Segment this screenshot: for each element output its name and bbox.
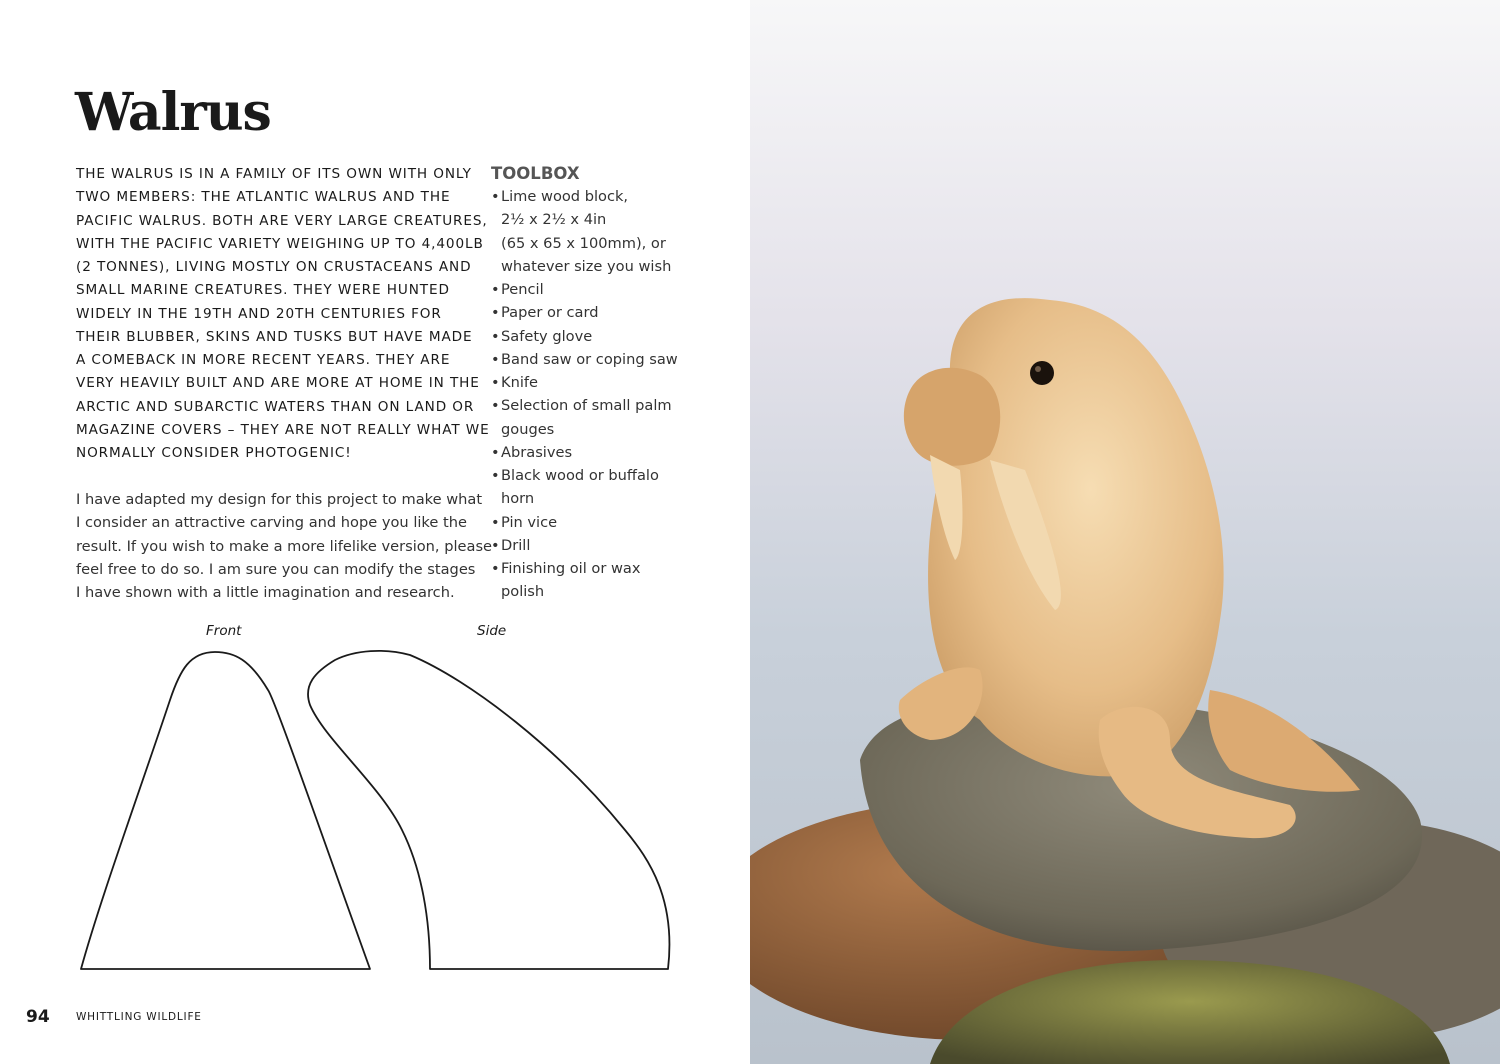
walrus-muzzle (904, 368, 1000, 466)
toolbox-item-line: • Safety glove (501, 327, 593, 345)
toolbox-item-line: • Paper or card (501, 304, 599, 322)
book-title: WHITTLING WILDLIFE (76, 1011, 202, 1023)
side-template-outline (308, 651, 669, 969)
intro-line: NORMALLY CONSIDER PHOTOGENIC! (76, 445, 352, 461)
walrus-carving-illustration (750, 0, 1500, 1064)
page-title: Walrus (75, 82, 271, 143)
toolbox-item (491, 371, 731, 394)
intro-line: WITH THE PACIFIC VARIETY WEIGHING UP TO 4,400LB (76, 235, 484, 252)
toolbox-item-line: (65 x 65 x 100mm), or (501, 234, 666, 252)
side-template-label: Side (477, 623, 507, 639)
toolbox-item (491, 511, 731, 534)
intro-line: THE WALRUS IS IN A FAMILY OF ITS OWN WITH ONLY (76, 166, 472, 182)
toolbox-item-line: • Drill (501, 536, 531, 554)
body-line: I have adapted my design for this project to make what (76, 491, 483, 508)
toolbox-item-line: whatever size you wish (501, 257, 672, 275)
body-line: result. If you wish to make a more lifelike version, please (76, 537, 493, 555)
toolbox-item-line: • Knife (501, 374, 538, 391)
body-line: feel free to do so. I am sure you can modify the stages (76, 560, 476, 578)
toolbox-item-line: • Black wood or buffalo (501, 467, 659, 484)
intro-line: VERY HEAVILY BUILT AND ARE MORE AT HOME IN THE (76, 375, 480, 392)
walrus-carving-photo (750, 0, 1500, 1064)
toolbox-item (491, 348, 731, 371)
toolbox-item (491, 394, 731, 441)
intro-line: WIDELY IN THE 19TH AND 20TH CENTURIES FOR (76, 305, 442, 322)
front-template-outline (81, 652, 370, 969)
toolbox-item-line: • Band saw or coping saw (501, 350, 678, 368)
toolbox-item-line: polish (501, 583, 545, 601)
intro-line: (2 TONNES), LIVING MOSTLY ON CRUSTACEANS AND (76, 259, 472, 275)
toolbox-item-line: • Selection of small palm (501, 397, 672, 415)
toolbox-item (491, 301, 731, 324)
intro-line: THEIR BLUBBER, SKINS AND TUSKS BUT HAVE MADE (76, 328, 473, 345)
intro-line: SMALL MARINE CREATURES. THEY WERE HUNTED (76, 282, 450, 299)
intro-line: TWO MEMBERS: THE ATLANTIC WALRUS AND THE (76, 189, 451, 206)
body-paragraph (76, 488, 493, 604)
toolbox-item (491, 534, 731, 557)
front-template-label: Front (206, 623, 242, 639)
toolbox-heading: TOOLBOX (491, 164, 580, 183)
toolbox-item-line: • Pencil (501, 281, 544, 298)
toolbox-item-line: gouges (501, 420, 555, 438)
intro-line: PACIFIC WALRUS. BOTH ARE VERY LARGE CREATURES, (76, 212, 488, 229)
intro-line: MAGAZINE COVERS – THEY ARE NOT REALLY WHAT WE (76, 421, 490, 438)
toolbox-item-line: • Lime wood block, (501, 188, 629, 205)
intro-paragraph (76, 163, 490, 465)
toolbox-item-line: horn (501, 490, 535, 508)
toolbox-item (491, 441, 731, 464)
page-number: 94 (26, 1007, 50, 1027)
toolbox-item-line: • Pin vice (501, 513, 558, 531)
toolbox-item (491, 464, 731, 511)
intro-line: ARCTIC AND SUBARCTIC WATERS THAN ON LAND OR (76, 398, 475, 415)
toolbox-item (491, 278, 731, 301)
body-line: I have shown with a little imagination and research. (76, 584, 455, 601)
toolbox-item (491, 557, 731, 604)
walrus-eye-highlight (1035, 366, 1041, 372)
body-line: I consider an attractive carving and hope you like the (76, 514, 467, 532)
toolbox-item (491, 185, 731, 278)
toolbox-item-line: 2½ x 2½ x 4in (501, 211, 607, 229)
walrus-eye (1030, 361, 1054, 385)
intro-line: A COMEBACK IN MORE RECENT YEARS. THEY ARE (76, 352, 451, 368)
toolbox-item-line: • Abrasives (501, 443, 573, 461)
toolbox-list (491, 185, 731, 604)
toolbox-item-line: • Finishing oil or wax (501, 560, 641, 577)
toolbox-panel (491, 162, 731, 604)
toolbox-item (491, 325, 731, 348)
